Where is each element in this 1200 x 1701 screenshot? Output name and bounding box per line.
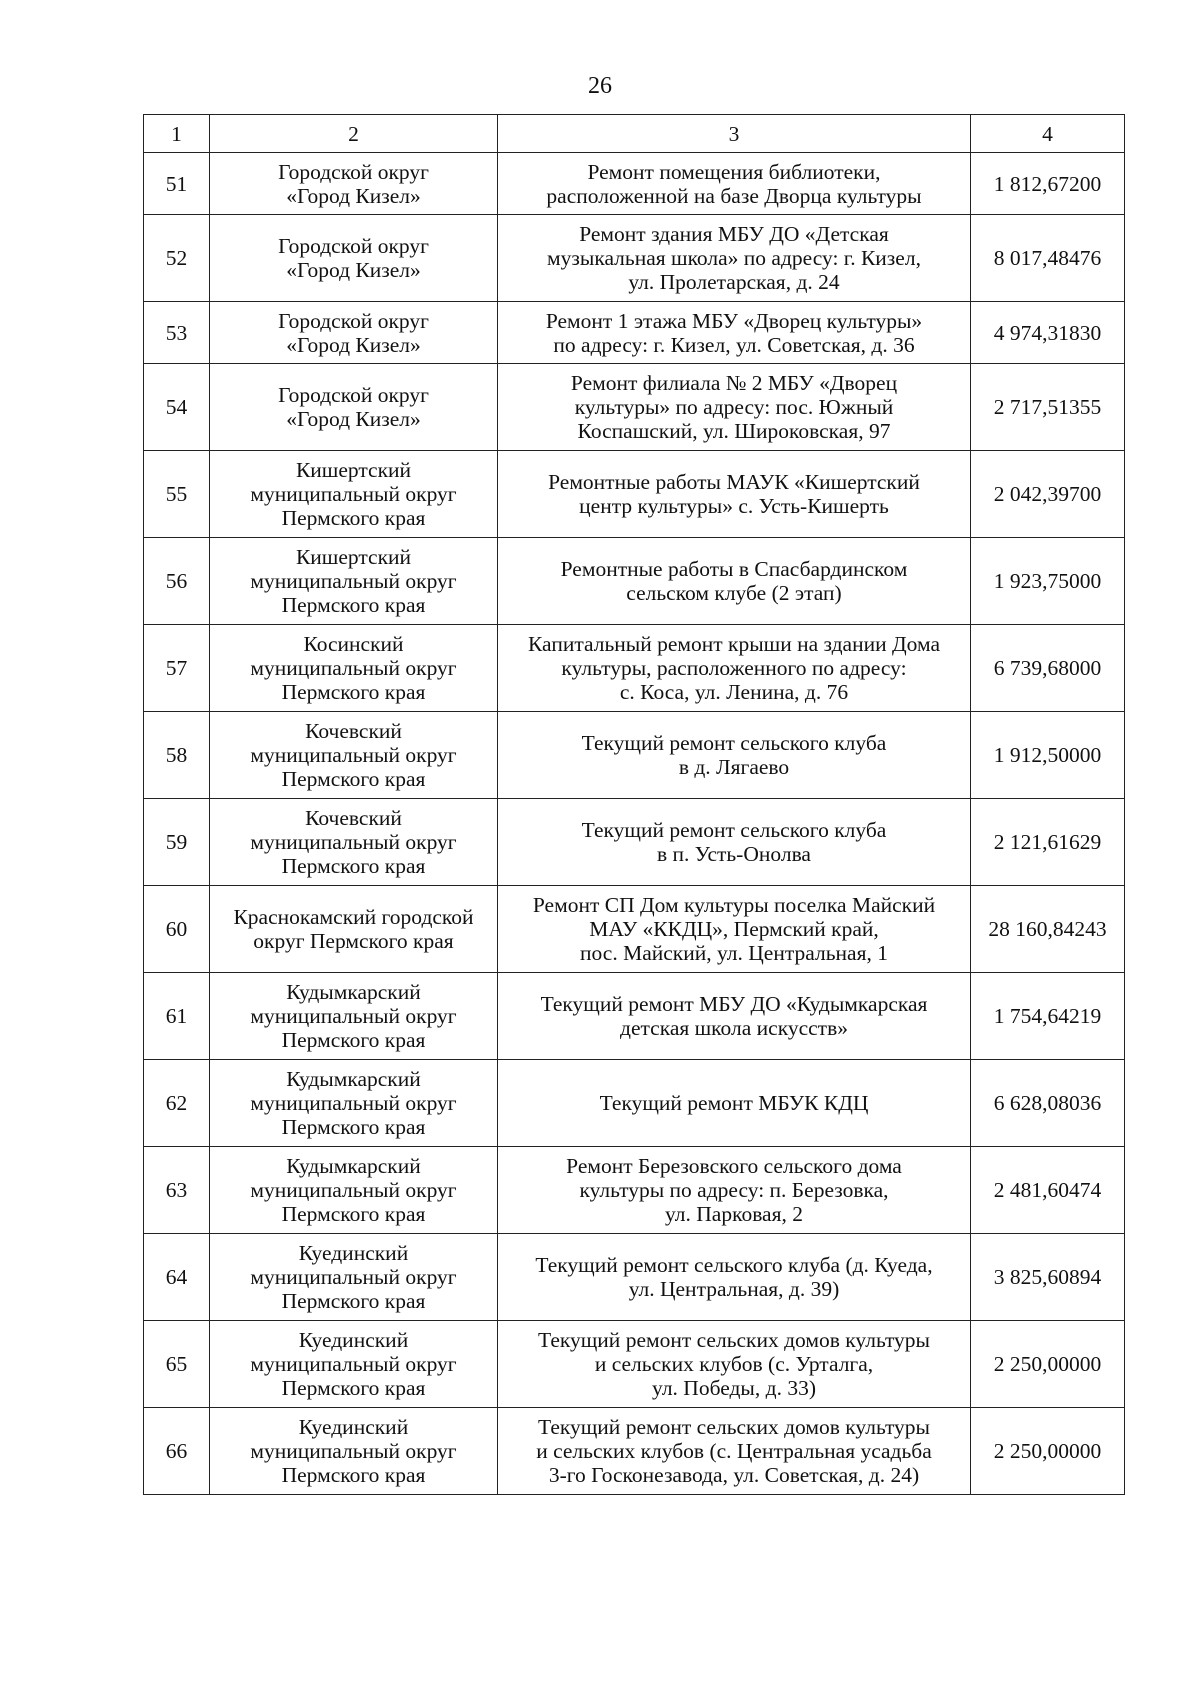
municipality-line: муниципальный округ bbox=[250, 1439, 457, 1463]
amount-cell: 2 717,51355 bbox=[971, 364, 1125, 451]
amount-cell: 2 121,61629 bbox=[971, 799, 1125, 886]
description-line: Капитальный ремонт крыши на здании Дома bbox=[528, 632, 940, 656]
table-row bbox=[144, 215, 1125, 302]
municipality-line: муниципальный округ bbox=[250, 1352, 457, 1376]
municipality-cell bbox=[210, 712, 498, 799]
table-row bbox=[144, 712, 1125, 799]
description-cell bbox=[498, 799, 971, 886]
municipality-cell bbox=[210, 451, 498, 538]
table-header-row bbox=[144, 115, 1125, 153]
amount-cell: 2 042,39700 bbox=[971, 451, 1125, 538]
municipality-line: «Город Кизел» bbox=[286, 183, 421, 208]
municipality-line: Кишертский bbox=[295, 545, 412, 569]
description-line: культуры по адресу: п. Березовка, bbox=[579, 1178, 889, 1202]
municipality-line: муниципальный округ bbox=[250, 1265, 457, 1289]
municipality-line: Пермского края bbox=[281, 506, 426, 530]
table-row bbox=[144, 1147, 1125, 1234]
header-cell-3: 3 bbox=[498, 115, 971, 153]
municipality-line: муниципальный округ bbox=[250, 1091, 457, 1115]
table-row bbox=[144, 973, 1125, 1060]
header-cell-4: 4 bbox=[971, 115, 1125, 153]
description-line: Ремонтные работы МАУК «Кишертский bbox=[548, 470, 920, 494]
municipality-line: Пермского края bbox=[281, 680, 426, 704]
row-number-cell: 61 bbox=[144, 973, 210, 1060]
description-line: Ремонт филиала № 2 МБУ «Дворец bbox=[570, 371, 898, 395]
municipality-cell bbox=[210, 538, 498, 625]
row-number-cell: 53 bbox=[144, 302, 210, 364]
description-line: детская школа искусств» bbox=[620, 1016, 848, 1040]
municipality-line: муниципальный округ bbox=[250, 1004, 457, 1028]
description-cell bbox=[498, 1408, 971, 1495]
description-line: и сельских клубов (с. Центральная усадьба bbox=[536, 1439, 932, 1463]
municipality-cell bbox=[210, 1060, 498, 1147]
description-line: с. Коса, ул. Ленина, д. 76 bbox=[619, 680, 849, 704]
municipality-cell bbox=[210, 364, 498, 451]
municipality-line: муниципальный округ bbox=[250, 482, 457, 506]
description-line: культуры, расположенного по адресу: bbox=[561, 656, 907, 680]
municipality-line: Пермского края bbox=[281, 1376, 426, 1400]
description-line: пос. Майский, ул. Центральная, 1 bbox=[580, 941, 888, 965]
description-cell bbox=[498, 1060, 971, 1147]
description-cell bbox=[498, 1321, 971, 1408]
municipality-line: Пермского края bbox=[281, 1463, 426, 1487]
description-cell bbox=[498, 538, 971, 625]
municipality-line: Пермского края bbox=[281, 854, 426, 878]
municipality-line: Пермского края bbox=[281, 1028, 426, 1052]
description-line: ул. Победы, д. 33) bbox=[652, 1376, 816, 1400]
row-number-cell: 57 bbox=[144, 625, 210, 712]
row-number-cell: 59 bbox=[144, 799, 210, 886]
amount-cell: 28 160,84243 bbox=[971, 886, 1125, 973]
description-line: ул. Пролетарская, д. 24 bbox=[628, 270, 840, 294]
description-line: Ремонт помещения библиотеки, bbox=[587, 159, 881, 184]
municipality-line: Кудымкарский bbox=[286, 1067, 421, 1091]
municipality-cell bbox=[210, 1147, 498, 1234]
municipality-line: «Город Кизел» bbox=[286, 332, 421, 357]
table-body bbox=[144, 115, 1125, 1495]
municipality-line: Городской округ bbox=[278, 383, 429, 407]
municipality-line: муниципальный округ bbox=[250, 1178, 457, 1202]
description-line: Текущий ремонт МБУК КДЦ bbox=[599, 1091, 869, 1115]
row-number-cell: 62 bbox=[144, 1060, 210, 1147]
municipality-line: муниципальный округ bbox=[250, 569, 457, 593]
row-number-cell: 64 bbox=[144, 1234, 210, 1321]
description-line: Текущий ремонт сельского клуба bbox=[581, 818, 887, 842]
amount-cell: 2 250,00000 bbox=[971, 1321, 1125, 1408]
amount-cell: 2 250,00000 bbox=[971, 1408, 1125, 1495]
municipality-line: Пермского края bbox=[281, 767, 426, 791]
table-row bbox=[144, 538, 1125, 625]
row-number-cell: 65 bbox=[144, 1321, 210, 1408]
table-row bbox=[144, 625, 1125, 712]
municipality-cell bbox=[210, 215, 498, 302]
amount-cell: 1 923,75000 bbox=[971, 538, 1125, 625]
description-cell bbox=[498, 215, 971, 302]
description-line: в п. Усть-Онолва bbox=[657, 842, 811, 866]
table-row bbox=[144, 886, 1125, 973]
row-number-cell: 56 bbox=[144, 538, 210, 625]
amount-cell: 4 974,31830 bbox=[971, 302, 1125, 364]
table-row bbox=[144, 1408, 1125, 1495]
description-line: Текущий ремонт сельских домов культуры bbox=[538, 1328, 930, 1352]
municipality-line: Пермского края bbox=[281, 1289, 426, 1313]
table-row bbox=[144, 302, 1125, 364]
description-cell bbox=[498, 886, 971, 973]
municipality-cell bbox=[210, 799, 498, 886]
description-line: Ремонт СП Дом культуры поселка Майский bbox=[532, 893, 936, 917]
description-line: и сельских клубов (с. Урталга, bbox=[594, 1352, 874, 1376]
row-number-cell: 54 bbox=[144, 364, 210, 451]
description-line: Текущий ремонт сельских домов культуры bbox=[538, 1415, 930, 1439]
description-line: Ремонтные работы в Спасбардинском bbox=[560, 557, 908, 581]
municipality-cell bbox=[210, 973, 498, 1060]
municipality-line: Кудымкарский bbox=[286, 980, 421, 1004]
municipality-line: Кишертский bbox=[295, 458, 412, 482]
description-line: МАУ «ККДЦ», Пермский край, bbox=[589, 917, 879, 941]
description-line: центр культуры» с. Усть-Кишерть bbox=[579, 494, 889, 518]
row-number-cell: 66 bbox=[144, 1408, 210, 1495]
amount-cell: 6 739,68000 bbox=[971, 625, 1125, 712]
description-line: Ремонт 1 этажа МБУ «Дворец культуры» bbox=[545, 308, 923, 333]
description-line: ул. Парковая, 2 bbox=[664, 1202, 803, 1226]
municipality-line: Краснокамский городской bbox=[233, 905, 474, 929]
page-number: 26 bbox=[588, 73, 612, 99]
municipality-line: Кочевский bbox=[305, 719, 402, 743]
row-number-cell: 51 bbox=[144, 153, 210, 215]
description-line: сельском клубе (2 этап) bbox=[626, 581, 842, 605]
municipality-line: «Город Кизел» bbox=[286, 407, 421, 431]
amount-cell: 1 812,67200 bbox=[971, 153, 1125, 215]
municipality-line: Косинский bbox=[303, 632, 404, 656]
description-line: Коспашский, ул. Широковская, 97 bbox=[577, 419, 891, 443]
description-line: расположенной на базе Дворца культуры bbox=[546, 183, 922, 208]
amount-cell: 8 017,48476 bbox=[971, 215, 1125, 302]
description-line: в д. Лягаево bbox=[678, 755, 790, 779]
description-cell bbox=[498, 1147, 971, 1234]
municipality-line: Кочевский bbox=[305, 806, 402, 830]
municipality-line: Куединский bbox=[298, 1241, 409, 1265]
municipality-line: Куединский bbox=[298, 1415, 409, 1439]
municipality-cell bbox=[210, 886, 498, 973]
municipality-cell bbox=[210, 1408, 498, 1495]
description-cell bbox=[498, 712, 971, 799]
description-line: культуры» по адресу: пос. Южный bbox=[574, 395, 894, 419]
municipality-line: Пермского края bbox=[281, 1202, 426, 1226]
description-line: Текущий ремонт МБУ ДО «Кудымкарская bbox=[540, 992, 928, 1016]
table-row bbox=[144, 1060, 1125, 1147]
municipality-line: муниципальный округ bbox=[250, 656, 457, 680]
municipality-line: Городской округ bbox=[278, 308, 429, 333]
municipality-line: муниципальный округ bbox=[250, 743, 457, 767]
table-row bbox=[144, 364, 1125, 451]
municipality-line: «Город Кизел» bbox=[286, 258, 421, 282]
header-cell-1: 1 bbox=[144, 115, 210, 153]
row-number-cell: 52 bbox=[144, 215, 210, 302]
municipality-line: муниципальный округ bbox=[250, 830, 457, 854]
description-line: музыкальная школа» по адресу: г. Кизел, bbox=[547, 246, 921, 270]
description-cell bbox=[498, 153, 971, 215]
amount-cell: 6 628,08036 bbox=[971, 1060, 1125, 1147]
description-cell bbox=[498, 364, 971, 451]
description-cell bbox=[498, 1234, 971, 1321]
municipality-line: Куединский bbox=[298, 1328, 409, 1352]
allocation-table bbox=[143, 114, 1125, 1495]
description-cell bbox=[498, 973, 971, 1060]
amount-cell: 2 481,60474 bbox=[971, 1147, 1125, 1234]
description-line: по адресу: г. Кизел, ул. Советская, д. 36 bbox=[553, 332, 915, 357]
description-line: Текущий ремонт сельского клуба bbox=[581, 731, 887, 755]
description-line: ул. Центральная, д. 39) bbox=[628, 1277, 840, 1301]
municipality-cell bbox=[210, 153, 498, 215]
description-cell bbox=[498, 625, 971, 712]
municipality-line: округ Пермского края bbox=[253, 929, 454, 953]
description-line: Текущий ремонт сельского клуба (д. Куеда, bbox=[535, 1253, 933, 1277]
description-cell bbox=[498, 451, 971, 538]
municipality-cell bbox=[210, 302, 498, 364]
description-cell bbox=[498, 302, 971, 364]
municipality-line: Пермского края bbox=[281, 593, 426, 617]
municipality-cell bbox=[210, 1234, 498, 1321]
municipality-line: Городской округ bbox=[278, 234, 429, 258]
amount-cell: 3 825,60894 bbox=[971, 1234, 1125, 1321]
row-number-cell: 58 bbox=[144, 712, 210, 799]
row-number-cell: 60 bbox=[144, 886, 210, 973]
municipality-cell bbox=[210, 625, 498, 712]
municipality-line: Городской округ bbox=[278, 159, 429, 184]
amount-cell: 1 754,64219 bbox=[971, 973, 1125, 1060]
municipality-line: Пермского края bbox=[281, 1115, 426, 1139]
amount-cell: 1 912,50000 bbox=[971, 712, 1125, 799]
table-row bbox=[144, 451, 1125, 538]
description-line: 3-го Госконезавода, ул. Советская, д. 24) bbox=[548, 1463, 920, 1487]
table-row bbox=[144, 153, 1125, 215]
description-line: Ремонт Березовского сельского дома bbox=[566, 1154, 902, 1178]
municipality-line: Кудымкарский bbox=[286, 1154, 421, 1178]
description-line: Ремонт здания МБУ ДО «Детская bbox=[579, 222, 889, 246]
table-row bbox=[144, 1321, 1125, 1408]
municipality-cell bbox=[210, 1321, 498, 1408]
table-row bbox=[144, 799, 1125, 886]
row-number-cell: 63 bbox=[144, 1147, 210, 1234]
row-number-cell: 55 bbox=[144, 451, 210, 538]
table-row bbox=[144, 1234, 1125, 1321]
header-cell-2: 2 bbox=[210, 115, 498, 153]
